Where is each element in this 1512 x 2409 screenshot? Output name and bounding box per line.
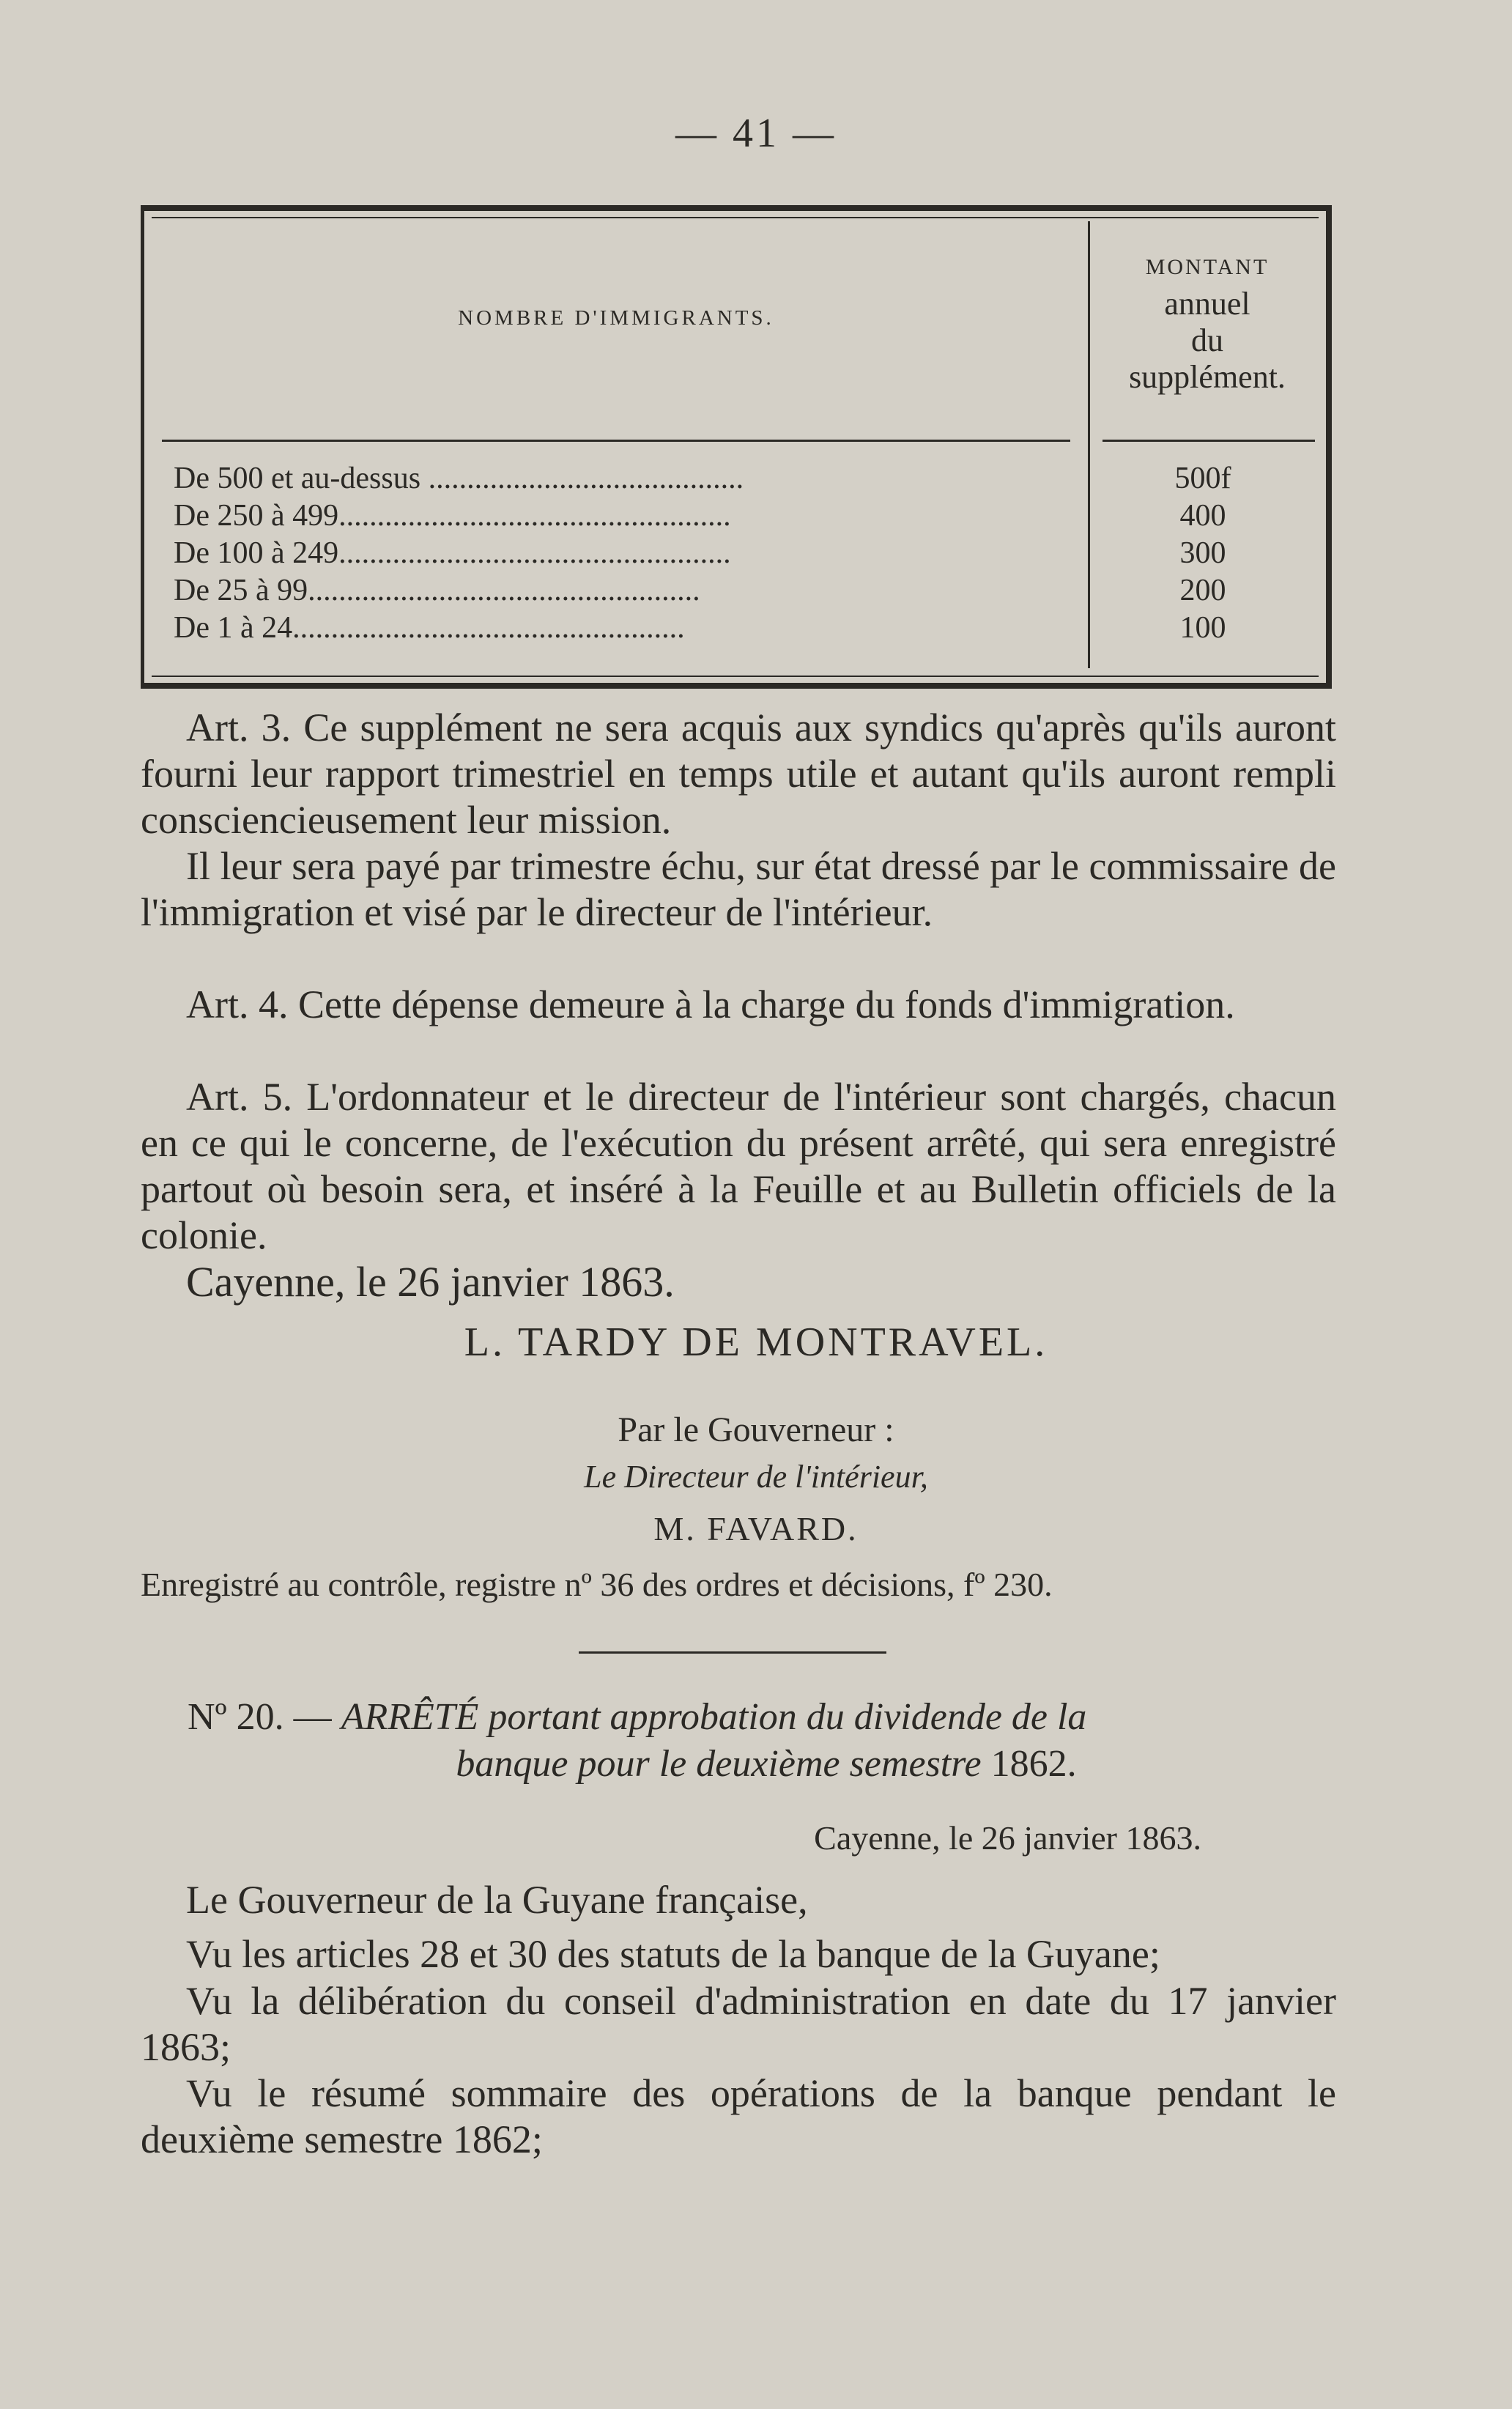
- vu-deliberation: Vu la délibération du conseil d'administration en date du 17 janvier 1863;: [141, 1979, 1336, 2069]
- table-header-amount: MONTANT annuel du supplément.: [1129, 255, 1286, 395]
- page-number: — 41 —: [675, 111, 837, 156]
- governor-line: Le Gouverneur de la Guyane française,: [186, 1878, 808, 1922]
- vu-resume: Vu le résumé sommaire des opérations de la banque pendant le deuxième semestre 1862;: [141, 2071, 1336, 2161]
- vu-articles: Vu les articles 28 et 30 des statuts de la banque de la Guyane;: [186, 1932, 1160, 1976]
- table-row: De 500 et au-dessus ......................................... 500f: [174, 462, 1231, 495]
- table-row: De 100 à 249................................................... 300: [174, 536, 1226, 570]
- table-row: De 1 à 24................................................... 100: [174, 611, 1226, 645]
- signature-director: Le Directeur de l'intérieur,: [584, 1459, 928, 1495]
- date-line: Cayenne, le 26 janvier 1863.: [186, 1258, 675, 1306]
- paragraph-art5: Art. 5. L'ordonnateur et le directeur de l'intérieur sont chargés, chacun en ce qui le concerne, de l'exécution du présent arrêté, qui sera enregistré partout où besoin sera, et inséré à la Feuille et au Bulletin officiels de la colonie.: [141, 1075, 1336, 1257]
- supplement-table: [141, 205, 1332, 689]
- divider: [579, 1651, 886, 1654]
- paragraph-payment: Il leur sera payé par trimestre échu, sur état dressé par le commissaire de l'immigration et visé par le directeur de l'intérieur.: [141, 844, 1336, 934]
- paragraph-art4: Art. 4. Cette dépense demeure à la charge du fonds d'immigration.: [186, 983, 1235, 1026]
- signature-par: Par le Gouverneur :: [618, 1410, 894, 1449]
- table-row: De 250 à 499................................................... 400: [174, 499, 1226, 533]
- registration-line: Enregistré au contrôle, registre nº 36 des ordres et décisions, fº 230.: [141, 1566, 1053, 1603]
- table-row: De 25 à 99................................................... 200: [174, 574, 1226, 607]
- decree-heading: Nº 20. — ARRÊTÉ portant approbation du dividende de la banque pour le deuxième semestre 1862.: [188, 1696, 1087, 1785]
- paragraph-art3: Art. 3. Ce supplément ne sera acquis aux syndics qu'après qu'ils auront fourni leur rapport trimestriel en temps utile et autant qu'ils auront rempli consciencieusement leur mission.: [141, 706, 1336, 842]
- signature-favard: M. FAVARD.: [653, 1510, 859, 1547]
- decree-date: Cayenne, le 26 janvier 1863.: [814, 1819, 1201, 1857]
- signature-name: L. TARDY DE MONTRAVEL.: [464, 1320, 1048, 1365]
- table-header-immigrants: NOMBRE D'IMMIGRANTS.: [458, 306, 774, 330]
